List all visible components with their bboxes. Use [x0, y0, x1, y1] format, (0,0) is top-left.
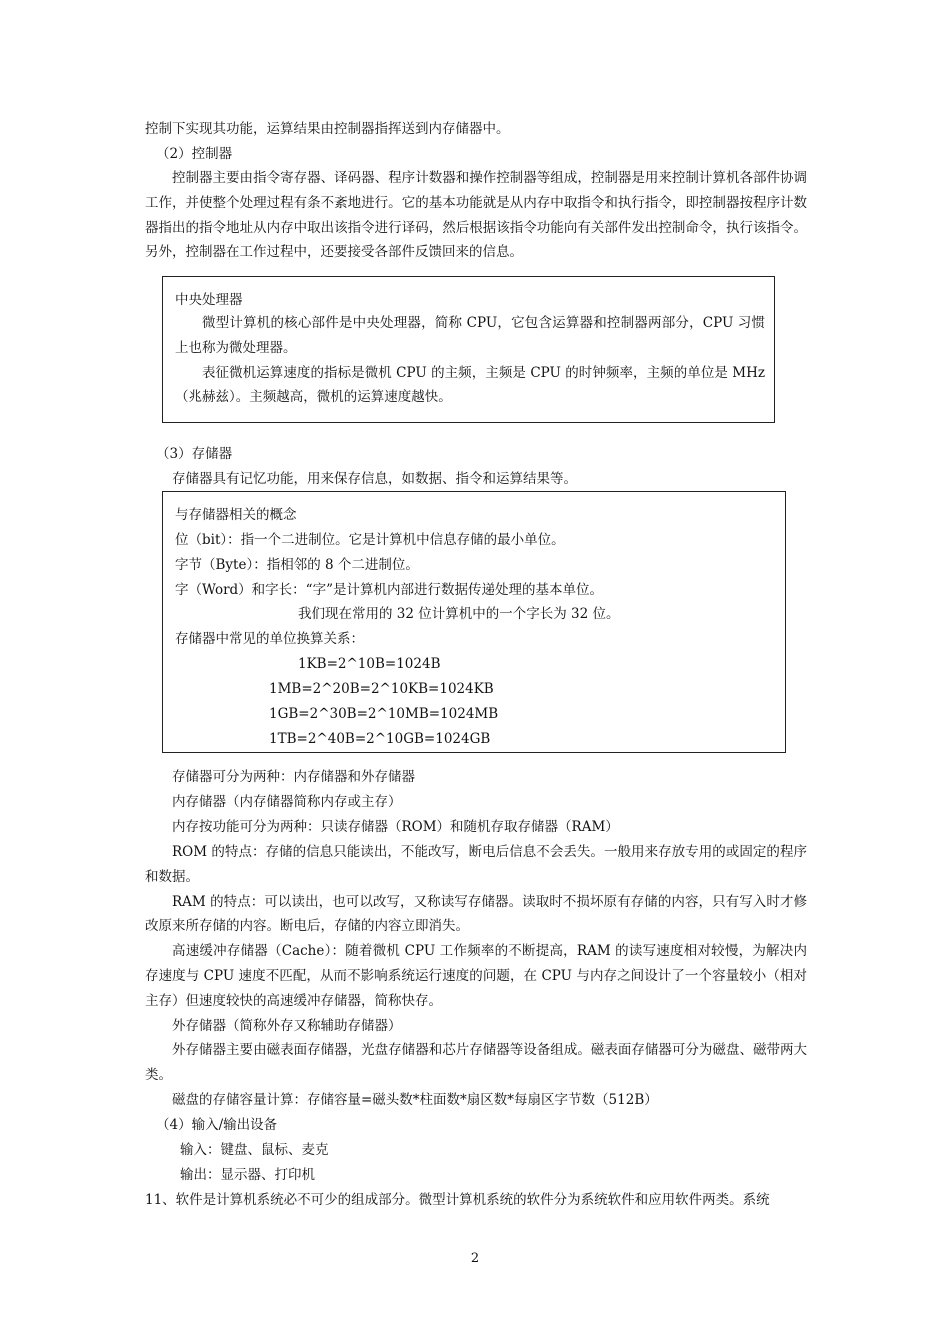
memory-concepts-box [162, 491, 786, 753]
byte-definition: 字节（Byte）：指相邻的 8 个二进制位。 [175, 557, 419, 573]
external-memory-description: 外存储器主要由磁表面存储器，光盘存储器和芯片存储器等设备组成。磁表面存储器可分为磁盘、磁带两大类。 [145, 1042, 807, 1084]
ram-paragraph: RAM 的特点：可以读出，也可以改写，又称读写存储器。读取时不损坏原有存储的内容，只有写入时才修改原来所存储的内容。断电后，存储的内容立即消失。 [145, 893, 807, 935]
kb-conversion: 1KB=2^10B=1024B [298, 656, 441, 672]
external-memory: 外存储器（简称外存又称辅助存储器） [172, 1017, 402, 1034]
tb-conversion: 1TB=2^40B=2^10GB=1024GB [269, 731, 491, 747]
bit-definition: 位（bit）：指一个二进制位。它是计算机中信息存储的最小单位。 [175, 532, 565, 548]
cpu-box-para2: 表征微机运算速度的指标是微机 CPU 的主频，主频是 CPU 的时钟频率，主频的单位是 MHz（兆赫兹）。主频越高，微机的运算速度越快。 [175, 364, 765, 406]
internal-memory-types: 内存按功能可分为两种：只读存储器（ROM）和随机存取存储器（RAM） [172, 819, 619, 835]
input-devices: 输入：键盘、鼠标、麦克 [180, 1142, 329, 1158]
controller-paragraph [145, 166, 807, 265]
io-heading: （4）输入/输出设备 [156, 1117, 278, 1133]
output-devices: 输出：显示器、打印机 [180, 1167, 315, 1183]
controller-heading: （2）控制器 [156, 146, 233, 162]
disk-capacity-formula: 磁盘的存储容量计算：存储容量=磁头数*柱面数*扇区数*每扇区字节数（512B） [172, 1091, 658, 1108]
controller-text: 控制器主要由指令寄存器、译码器、程序计数器和操作控制器等组成，控制器是用来控制计算机各部件协调工作，并使整个处理过程有条不紊地进行。它的基本功能就是从内存中取指令和执行指令，即控制器按程序计数器指出的指令地址从内存中取出该指令进行译码，然后根据该指令功能向有关部件发出控制命令，执行该指令。另外，控制器在工作过程中，还要接受各部件反馈回来的信息。 [145, 170, 807, 261]
cpu-box-para1: 微型计算机的核心部件是中央处理器，简称 CPU，它包含运算器和控制器两部分，CPU 习惯上也称为微处理器。 [175, 315, 765, 356]
memory-box-title: 与存储器相关的概念 [175, 507, 297, 523]
word-definition: 字（Word）和字长：“字”是计算机内部进行数据传递处理的基本单位。 [175, 582, 603, 598]
rom-paragraph: ROM 的特点：存储的信息只能读出，不能改写，断电后信息不会丢失。一般用来存放专用的或固定的程序和数据。 [145, 844, 807, 885]
memory-detail-paragraphs [145, 840, 807, 1113]
cpu-info-box [162, 276, 775, 423]
cpu-box-body [175, 311, 765, 410]
cache-paragraph: 高速缓冲存储器（Cache）：随着微机 CPU 工作频率的不断提高，RAM 的读写速度相对较慢，为解决内存速度与 CPU 速度不匹配，从而不影响系统运行速度的问题，在 CPU 与内存之间设计了一个容量较小（相对主存）但速度较快的高速缓冲存储器，简称快存。 [145, 943, 807, 1009]
memory-intro: 存储器具有记忆功能，用来保存信息，如数据、指令和运算结果等。 [172, 471, 577, 487]
word-length-note: 我们现在常用的 32 位计算机中的一个字长为 32 位。 [298, 606, 620, 622]
mb-conversion: 1MB=2^20B=2^10KB=1024KB [269, 681, 494, 697]
continuation-line: 控制下实现其功能，运算结果由控制器指挥送到内存储器中。 [145, 121, 510, 137]
memory-types: 存储器可分为两种：内存储器和外存储器 [172, 769, 415, 785]
memory-heading: （3）存储器 [156, 446, 233, 462]
cpu-box-title: 中央处理器 [175, 292, 243, 308]
internal-memory: 内存储器（内存储器简称内存或主存） [172, 794, 402, 810]
page-number: 2 [470, 1251, 480, 1266]
software-line: 11、软件是计算机系统必不可少的组成部分。微型计算机系统的软件分为系统软件和应用软件两类。系统 [145, 1192, 770, 1208]
gb-conversion: 1GB=2^30B=2^10MB=1024MB [269, 706, 499, 722]
unit-conversion-intro: 存储器中常见的单位换算关系： [175, 631, 364, 647]
